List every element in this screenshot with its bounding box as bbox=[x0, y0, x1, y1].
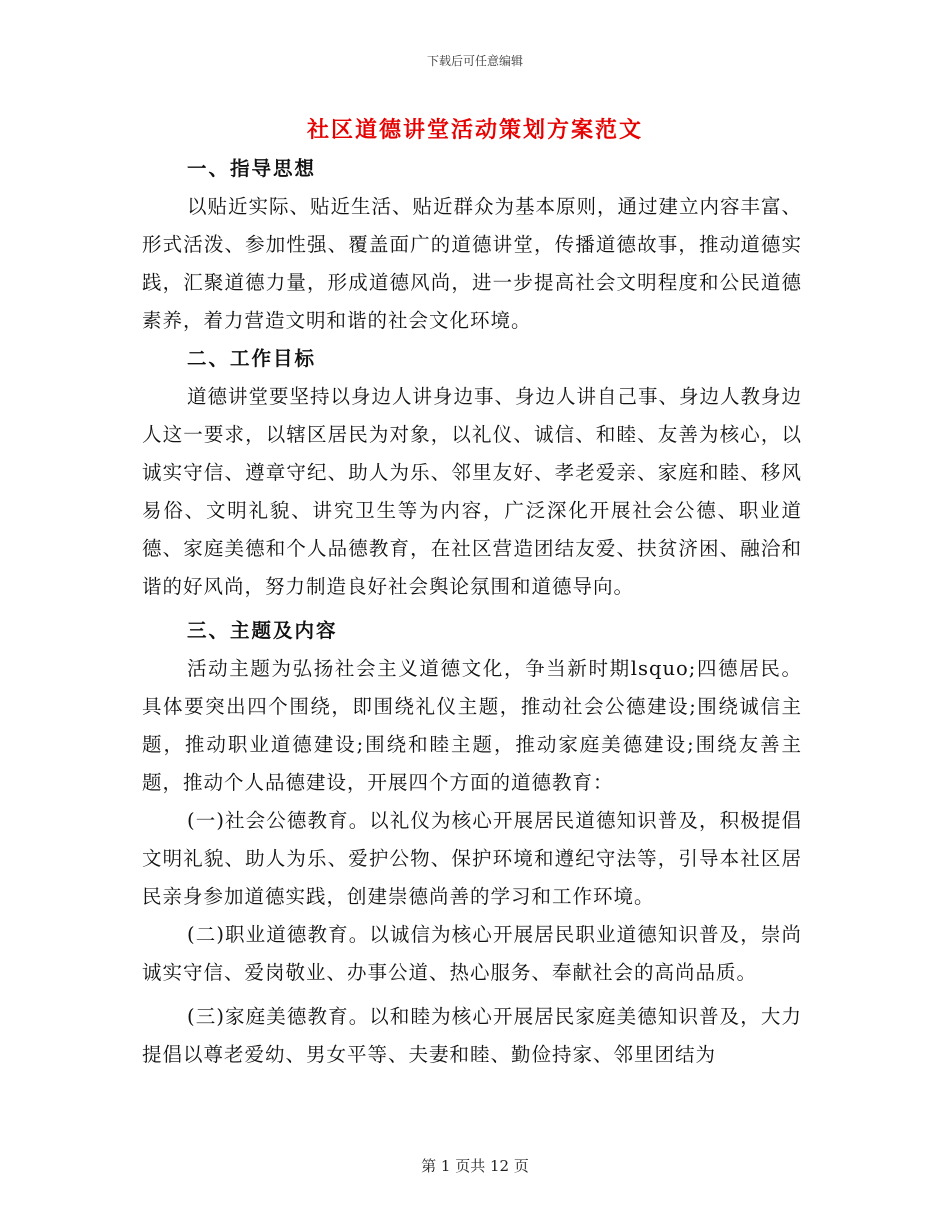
paragraph-guiding-ideology: 以贴近实际、贴近生活、贴近群众为基本原则，通过建立内容丰富、形式活泼、参加性强、覆盖面广的道德讲堂，传播道德故事，推动道德实践，汇聚道德力量，形成道德风尚，进一步提高社会文明程度和公民道德素养，着力营造文明和谐的社会文化环境。 bbox=[142, 195, 803, 332]
paragraph-family-virtues: (三)家庭美德教育。以和睦为核心开展居民家庭美德知识普及，大力提倡以尊老爱幼、男女平等、夫妻和睦、勤俭持家、邻里团结为 bbox=[142, 1005, 802, 1066]
paragraph-professional-ethics: (二)职业道德教育。以诚信为核心开展居民职业道德知识普及，崇尚诚实守信、爱岗敬业、办事公道、热心服务、奉献社会的高尚品质。 bbox=[142, 923, 802, 984]
document-title: 社区道德讲堂活动策划方案范文 bbox=[306, 117, 643, 143]
page-footer: 第 1 页共 12 页 bbox=[421, 1157, 529, 1175]
document-body bbox=[142, 150, 802, 1074]
paragraph-social-morality: (一)社会公德教育。以礼仪为核心开展居民道德知识普及，积极提倡文明礼貌、助人为乐、爱护公物、保护环境和遵纪守法等，引导本社区居民亲身参加道德实践，创建崇德尚善的学习和工作环境。 bbox=[142, 809, 802, 908]
section-heading-guiding-ideology: 一、指导思想 bbox=[187, 157, 317, 180]
section-heading-work-goals: 二、工作目标 bbox=[187, 347, 317, 370]
section-heading-theme-content: 三、主题及内容 bbox=[187, 619, 338, 642]
paragraph-work-goals: 道德讲堂要坚持以身边人讲身边事、身边人讲自己事、身边人教身边人这一要求，以辖区居民为对象，以礼仪、诚信、和睦、友善为核心，以诚实守信、遵章守纪、助人为乐、邻里友好、孝老爱亲、家庭和睦、移风易俗、文明礼貌、讲究卫生等为内容，广泛深化开展社会公德、职业道德、家庭美德和个人品德教育，在社区营造团结友爱、扶贫济困、融洽和谐的好风尚，努力制造良好社会舆论氛围和道德导向。 bbox=[142, 385, 803, 598]
header-note: 下载后可任意编辑 bbox=[426, 54, 523, 68]
paragraph-theme-intro: 活动主题为弘扬社会主义道德文化，争当新时期lsquo;四德居民。具体要突出四个围绕，即围绕礼仪主题，推动社会公德建设;围绕诚信主题，推动职业道德建设;围绕和睦主题，推动家庭美德建设;围绕友善主题，推动个人品德建设，开展四个方面的道德教育： bbox=[142, 657, 802, 794]
